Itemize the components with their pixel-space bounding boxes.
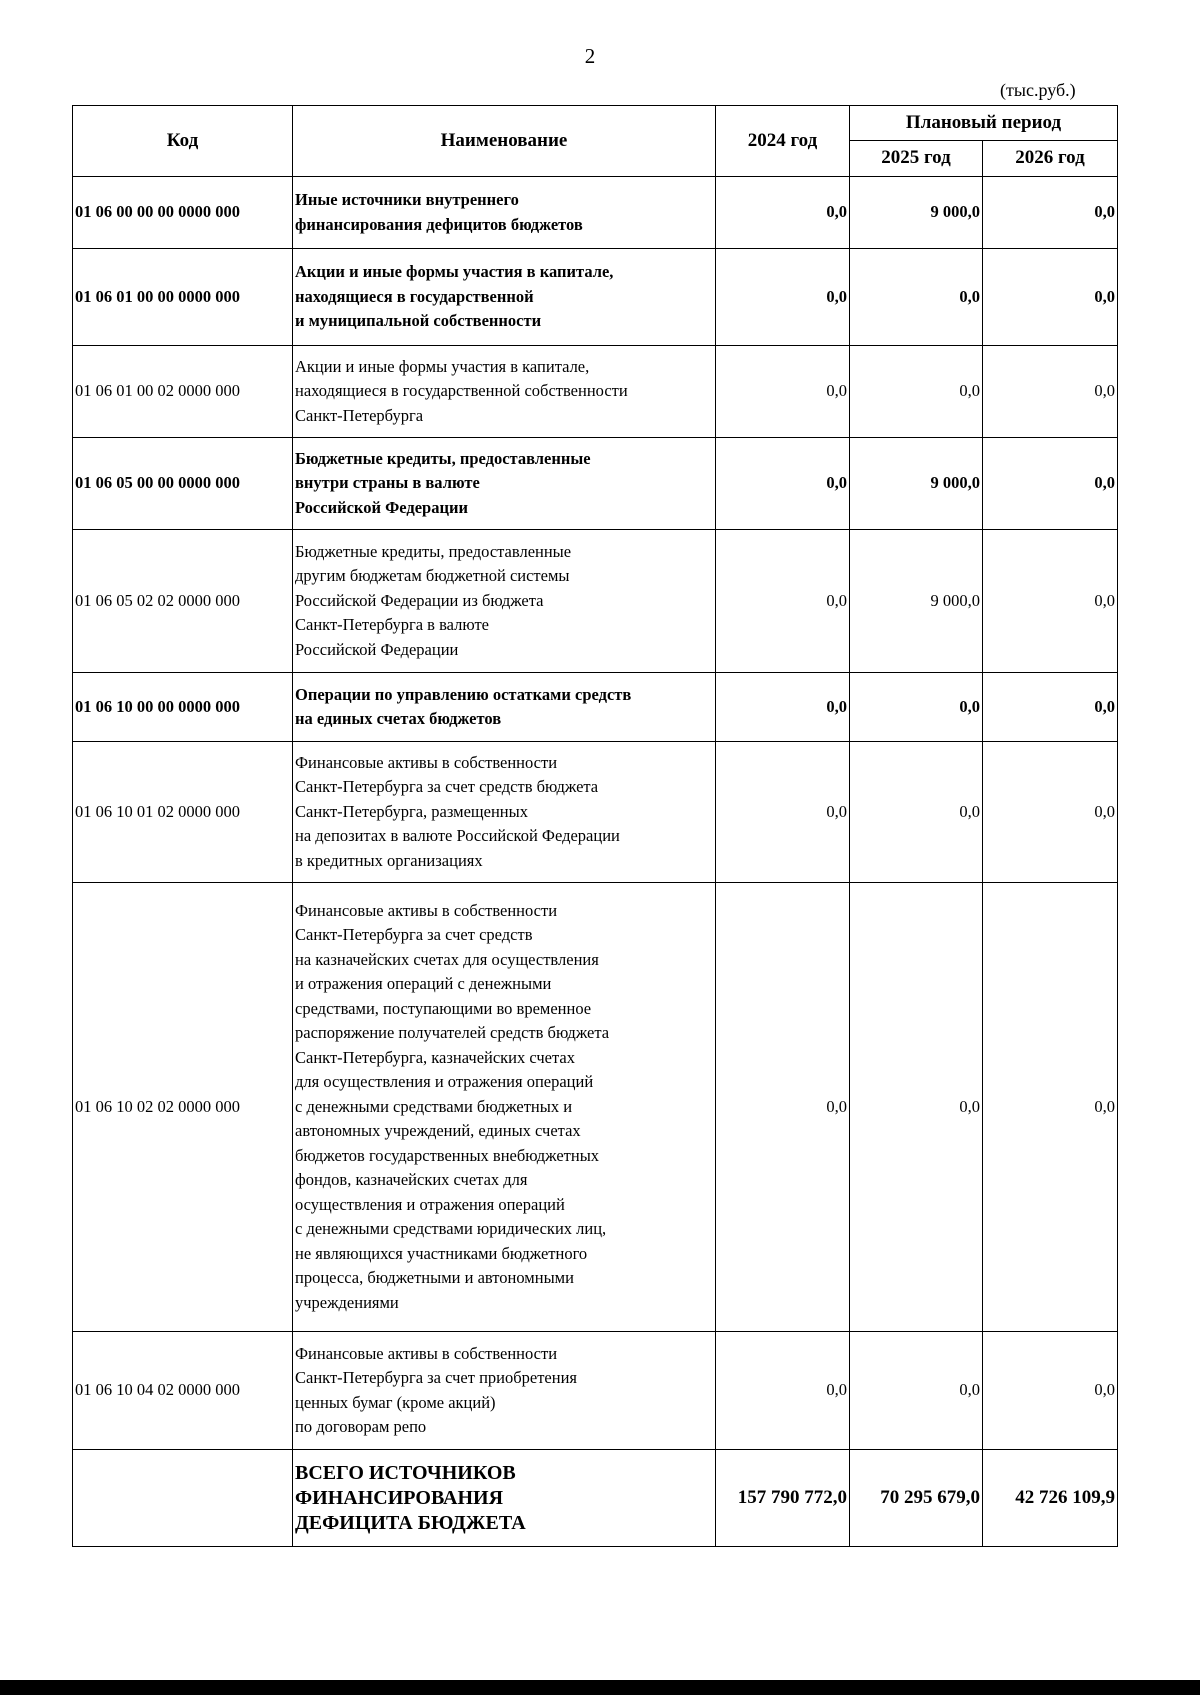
row-name-line: и муниципальной собственности [295,311,542,331]
row-name-line: с денежными средствами бюджетных и [295,1096,573,1116]
row-name-line: учреждениями [295,1292,399,1312]
row-name [293,1450,716,1547]
total-value-2024: 157 790 772,0 [716,1450,850,1547]
row-name-line: Финансовые активы в собственности [295,752,558,772]
table-body [73,177,1118,1547]
row-name-line: средствами, поступающими во временное [295,998,592,1018]
row-name-line: Акции и иные формы участия в капитале, [295,356,590,376]
row-value-2024: 0,0 [716,673,850,742]
row-name-line: с денежными средствами юридических лиц, [295,1219,607,1239]
row-value-2026: 0,0 [983,249,1118,346]
total-value-2026: 42 726 109,9 [983,1450,1118,1547]
row-name-line: Российской Федерации [295,497,468,517]
row-name-line: процесса, бюджетными и автономными [295,1268,574,1288]
row-name-line: ДЕФИЦИТА БЮДЖЕТА [295,1511,526,1534]
row-value-2024: 0,0 [716,438,850,530]
page-number: 2 [584,44,596,68]
row-value-2024: 0,0 [716,742,850,883]
header-plan-period: Плановый период [850,106,1118,141]
row-name-line: Бюджетные кредиты, предоставленные [295,448,591,468]
row-code: 01 06 10 04 02 0000 000 [73,1332,293,1450]
row-name-line: и отражения операций с денежными [295,974,552,994]
row-name-line: Операции по управлению остатками средств [295,684,632,704]
total-row [73,1450,1118,1547]
units-label: (тыс.руб.) [1000,80,1076,100]
row-name-line: распоряжение получателей средств бюджета [295,1023,610,1043]
header-code: Код [73,106,293,177]
row-value-2025: 0,0 [850,1332,983,1450]
row-value-2024: 0,0 [716,1332,850,1450]
row-name-line: Бюджетные кредиты, предоставленные [295,541,572,561]
table-row [73,438,1118,530]
row-value-2026: 0,0 [983,177,1118,249]
row-name-line: Санкт-Петербурга, казначейских счетах [295,1047,575,1067]
table-row [73,1332,1118,1450]
row-name-line: на единых счетах бюджетов [295,709,502,728]
row-value-2025: 0,0 [850,346,983,438]
row-name-line: бюджетов государственных внебюджетных [295,1145,600,1165]
header-2026: 2026 год [983,140,1118,176]
row-value-2025: 0,0 [850,249,983,346]
row-name-line: на казначейских счетах для осуществления [295,949,599,969]
row-name-line: Российской Федерации [295,639,459,659]
row-name-line: Санкт-Петербурга за счет средств [295,925,533,945]
row-name-line: в кредитных организациях [295,850,483,870]
scan-bottom-edge [0,1680,1200,1695]
row-name [293,673,716,742]
row-name [293,438,716,530]
row-value-2024: 0,0 [716,177,850,249]
row-name-line: ФИНАНСИРОВАНИЯ [295,1486,504,1509]
row-code: 01 06 10 02 02 0000 000 [73,883,293,1332]
row-value-2025: 0,0 [850,742,983,883]
row-name [293,530,716,673]
row-name-line: Российской Федерации из бюджета [295,590,544,610]
row-code: 01 06 05 00 00 0000 000 [73,438,293,530]
row-name-line: Санкт-Петербурга за счет средств бюджета [295,777,599,797]
table-row [73,530,1118,673]
row-name-line: на депозитах в валюте Российской Федерации [295,826,620,846]
row-value-2026: 0,0 [983,438,1118,530]
row-value-2024: 0,0 [716,249,850,346]
row-value-2025: 9 000,0 [850,530,983,673]
row-name-line: не являющихся участниками бюджетного [295,1243,588,1263]
row-value-2025: 0,0 [850,883,983,1332]
row-name-line: осуществления и отражения операций [295,1194,565,1214]
table-row [73,883,1118,1332]
row-name-line: внутри страны в валюте [295,473,480,493]
table-row [73,249,1118,346]
row-value-2026: 0,0 [983,673,1118,742]
row-name [293,742,716,883]
row-code: 01 06 10 01 02 0000 000 [73,742,293,883]
total-value-2025: 70 295 679,0 [850,1450,983,1547]
row-name-line: другим бюджетам бюджетной системы [295,566,570,586]
row-name-line: находящиеся в государственной [295,286,534,306]
header-2024: 2024 год [716,106,850,177]
row-name-line: Финансовые активы в собственности [295,900,558,920]
row-name [293,883,716,1332]
row-name [293,1332,716,1450]
row-code: 01 06 10 00 00 0000 000 [73,673,293,742]
row-name-line: Санкт-Петербурга за счет приобретения [295,1368,577,1387]
row-name-line: Акции и иные формы участия в капитале, [295,262,614,282]
row-value-2024: 0,0 [716,346,850,438]
row-name-line: Санкт-Петербурга в валюте [295,615,490,635]
row-value-2026: 0,0 [983,742,1118,883]
row-name-line: финансирования дефицитов бюджетов [295,214,583,234]
header-name: Наименование [293,106,716,177]
row-code [73,1450,293,1547]
row-code: 01 06 01 00 00 0000 000 [73,249,293,346]
row-name-line: находящиеся в государственной собственности [295,381,628,401]
header-2025: 2025 год [850,140,983,176]
table-header [73,106,1118,177]
row-value-2024: 0,0 [716,530,850,673]
row-name-line: Санкт-Петербурга, размещенных [295,801,528,821]
row-name-line: ВСЕГО ИСТОЧНИКОВ [295,1461,516,1484]
row-name-line: Финансовые активы в собственности [295,1343,558,1363]
row-value-2026: 0,0 [983,1332,1118,1450]
row-name-line: автономных учреждений, единых счетах [295,1121,581,1141]
row-code: 01 06 01 00 02 0000 000 [73,346,293,438]
row-value-2025: 9 000,0 [850,177,983,249]
row-name-line: для осуществления и отражения операций [295,1072,594,1092]
row-name [293,249,716,346]
row-name-line: Иные источники внутреннего [295,190,519,209]
row-name-line: Санкт-Петербурга [295,405,424,425]
table-row [73,673,1118,742]
table-row [73,346,1118,438]
row-name-line: ценных бумаг (кроме акций) [295,1392,496,1412]
row-name-line: по договорам репо [295,1417,427,1436]
table-row [73,177,1118,249]
row-code: 01 06 05 02 02 0000 000 [73,530,293,673]
table-row [73,742,1118,883]
row-value-2026: 0,0 [983,883,1118,1332]
row-value-2024: 0,0 [716,883,850,1332]
row-name-line: фондов, казначейских счетах для [295,1170,528,1190]
row-value-2025: 9 000,0 [850,438,983,530]
row-value-2025: 0,0 [850,673,983,742]
row-name [293,346,716,438]
row-name [293,177,716,249]
row-code: 01 06 00 00 00 0000 000 [73,177,293,249]
row-value-2026: 0,0 [983,346,1118,438]
financing-sources-table [72,105,1118,1547]
row-value-2026: 0,0 [983,530,1118,673]
